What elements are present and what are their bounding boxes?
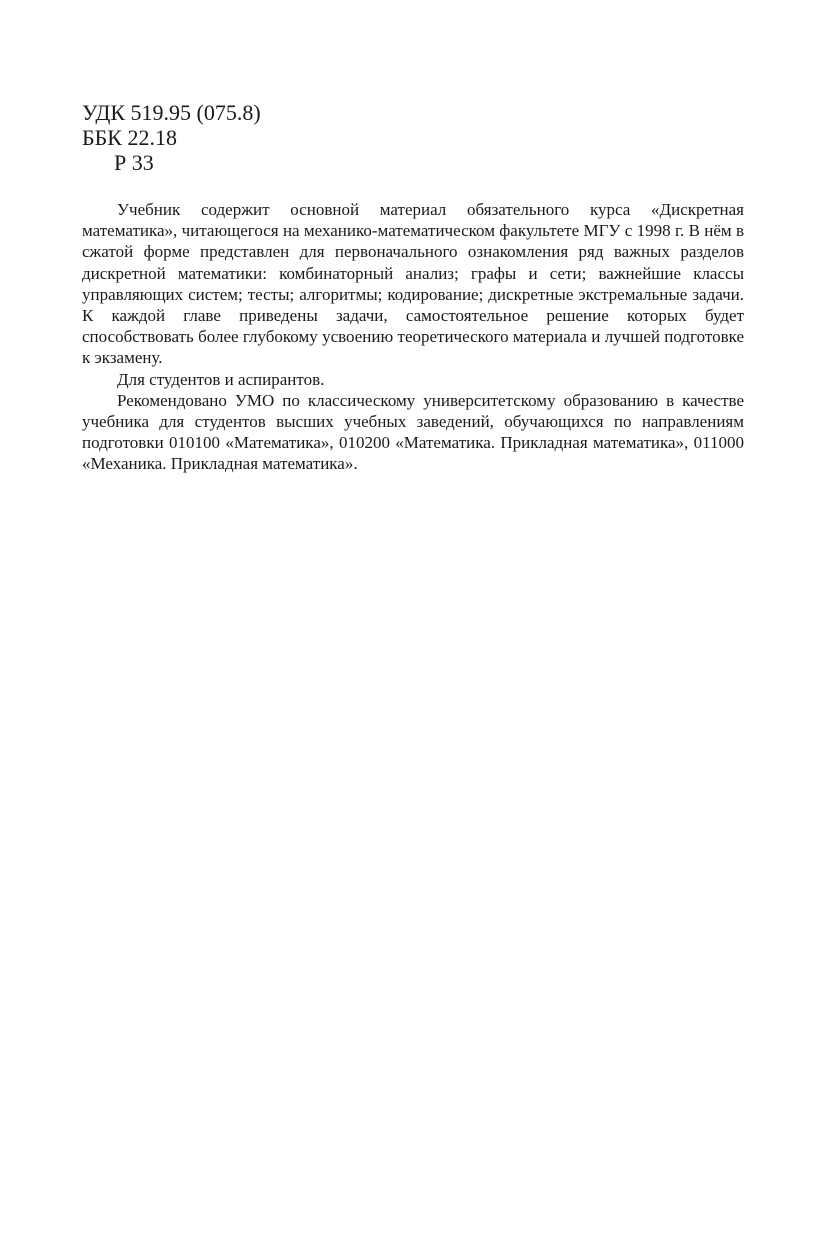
bbk-code: ББК 22.18: [82, 125, 177, 150]
recommendation-note: Рекомендовано УМО по классическому университетскому образованию в качестве учебника для студентов высших учебных заведений, обучающихся по направлениям подготовки 010100 «Математика», 010200 «Математика. Прикладная математика», 011000 «Механика. Прикладная математика».: [82, 390, 744, 474]
classification-block: [82, 100, 744, 175]
abstract-description: Учебник содержит основной материал обязательного курса «Дискретная математика», читающегося на механико-математическом факультете МГУ с 1998 г. В нём в сжатой форме представлен для первоначального ознакомления ряд важных разделов дискретной математики: комбинаторный анализ; графы и сети; важнейшие классы управляющих систем; тесты; алгоритмы; кодирование; дискретные экстремальные задачи. К каждой главе приведены задачи, самостоятельное решение которых будет способствовать более глубокому усвоению теоретического материала и лучшей подготовке к экзамену.: [82, 200, 744, 368]
audience-note: Для студентов и аспирантов.: [117, 369, 325, 389]
abstract: [82, 199, 744, 475]
copyright-page: [82, 100, 744, 475]
author-mark: Р 33: [114, 150, 154, 175]
udk-code: УДК 519.95 (075.8): [82, 100, 261, 125]
